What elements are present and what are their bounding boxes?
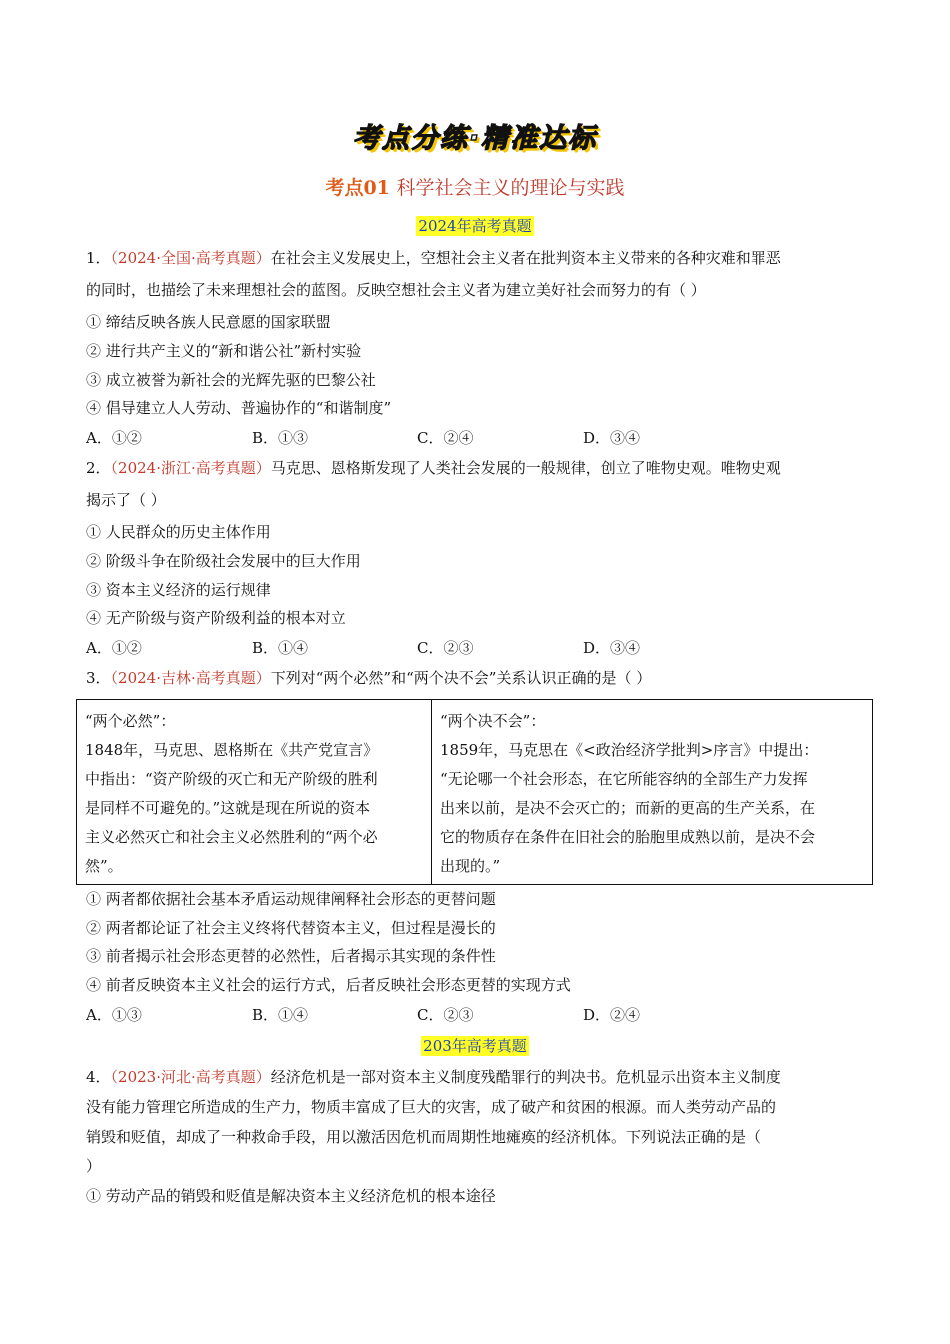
- q4-source: （2023·河北·高考真题）: [110, 1068, 271, 1086]
- q1-item-1: ① 缔结反映各族人民意愿的国家联盟: [86, 313, 331, 331]
- q3-option-d[interactable]: D．②④: [583, 1006, 641, 1024]
- q2-source: （2024·浙江·高考真题）: [110, 459, 271, 477]
- q4-stem-line1: 4．（2023·河北·高考真题）经济危机是一部对资本主义制度残酷罪行的判决书。危机显示出资本主义制度: [86, 1068, 781, 1086]
- year-tag-2024: 2024年高考真题: [418, 217, 532, 235]
- q1-stem-line2: 的同时，也描绘了未来理想社会的蓝图。反映空想社会主义者为建立美好社会而努力的有（ ）: [86, 281, 706, 299]
- q2-item-3: ③ 资本主义经济的运行规律: [86, 581, 271, 599]
- q1-option-d[interactable]: D．③④: [583, 429, 641, 447]
- q2-option-c[interactable]: C．②③: [417, 639, 474, 657]
- q4-stem-line4: ）: [86, 1157, 102, 1175]
- q3-options: [86, 1004, 866, 1024]
- q2-stem-line1: 2．（2024·浙江·高考真题）马克思、恩格斯发现了人类社会发展的一般规律，创立了唯物史观。唯物史观: [86, 459, 781, 477]
- q3-number: 3．: [86, 669, 111, 687]
- q1-source: （2024·全国·高考真题）: [110, 249, 271, 267]
- q3-option-c[interactable]: C．②③: [417, 1006, 474, 1024]
- q3-item-4: ④ 前者反映资本主义社会的运行方式，后者反映社会形态更替的实现方式: [86, 976, 571, 994]
- section-name: 科学社会主义的理论与实践: [396, 177, 625, 199]
- section-title: [0, 173, 950, 200]
- q2-number: 2．: [86, 459, 111, 477]
- quote-cell-two-inevitables: “两个必然”： 1848年，马克思、恩格斯在《共产党宣言》 中指出：“资产阶级的灭亡和无产阶级的胜利 是同样不可避免的。”这就是现在所说的资本 主义必然灭亡和社会主义必然胜利的“两个必 然”。: [77, 700, 432, 884]
- section-label: 考点01: [325, 177, 390, 199]
- q3-item-2: ② 两者都论证了社会主义终将代替资本主义，但过程是漫长的: [86, 919, 496, 937]
- q4-item-1: ① 劳动产品的销毁和贬值是解决资本主义经济危机的根本途径: [86, 1187, 496, 1205]
- q3-source: （2024·吉林·高考真题）: [110, 669, 271, 687]
- q1-item-3: ③ 成立被誉为新社会的光辉先驱的巴黎公社: [86, 371, 376, 389]
- year-tag-2023: 203年高考真题: [423, 1037, 527, 1055]
- q1-item-4: ④ 倡导建立人人劳动、普遍协作的“和谐制度”: [86, 399, 392, 417]
- banner-title: 考点分练·精准达标: [352, 123, 598, 154]
- q1-number: 1．: [86, 249, 111, 267]
- q2-item-4: ④ 无产阶级与资产阶级利益的根本对立: [86, 609, 346, 627]
- q3-item-3: ③ 前者揭示社会形态更替的必然性，后者揭示其实现的条件性: [86, 947, 496, 965]
- q3-stem-line1: 3．（2024·吉林·高考真题）下列对“两个必然”和“两个决不会”关系认识正确的是（ ）: [86, 669, 652, 687]
- q2-options: [86, 637, 866, 657]
- quote-table: [76, 699, 873, 885]
- q4-stem-line2: 没有能力管理它所造成的生产力，物质丰富成了巨大的灾害，成了破产和贫困的根源。而人类劳动产品的: [86, 1098, 777, 1116]
- q2-option-a[interactable]: A．①②: [86, 639, 142, 657]
- q1-options: [86, 427, 866, 447]
- q3-item-1: ① 两者都依据社会基本矛盾运动规律阐释社会形态的更替问题: [86, 890, 496, 908]
- q1-option-a[interactable]: A．①②: [86, 429, 142, 447]
- quote-cell-two-nevers: “两个决不会”： 1859年，马克思在《<政治经济学批判>序言》中提出： “无论哪一个社会形态，在它所能容纳的全部生产力发挥 出来以前，是决不会灭亡的；而新的更高的生产关系，在 它的物质存在条件在旧社会的胎胞里成熟以前，是决不会 出现的。”: [440, 712, 819, 875]
- q4-stem-line3: 销毁和贬值，却成了一种救命手段，用以激活因危机而周期性地瘫痪的经济机体。下列说法正确的是（: [86, 1128, 762, 1146]
- q1-option-c[interactable]: C．②④: [417, 429, 474, 447]
- q3-option-a[interactable]: A．①③: [86, 1006, 142, 1024]
- q3-option-b[interactable]: B．①④: [252, 1006, 309, 1024]
- q2-option-d[interactable]: D．③④: [583, 639, 641, 657]
- q2-item-2: ② 阶级斗争在阶级社会发展中的巨大作用: [86, 552, 361, 570]
- q1-option-b[interactable]: B．①③: [252, 429, 309, 447]
- q2-stem-line2: 揭示了（ ）: [86, 491, 166, 509]
- q2-item-1: ① 人民群众的历史主体作用: [86, 523, 271, 541]
- q1-stem-line1: 1．（2024·全国·高考真题）在社会主义发展史上，空想社会主义者在批判资本主义带来的各种灾难和罪恶: [86, 249, 781, 267]
- q2-option-b[interactable]: B．①④: [252, 639, 309, 657]
- q4-number: 4．: [86, 1068, 111, 1086]
- q1-item-2: ② 进行共产主义的“新和谐公社”新村实验: [86, 342, 362, 360]
